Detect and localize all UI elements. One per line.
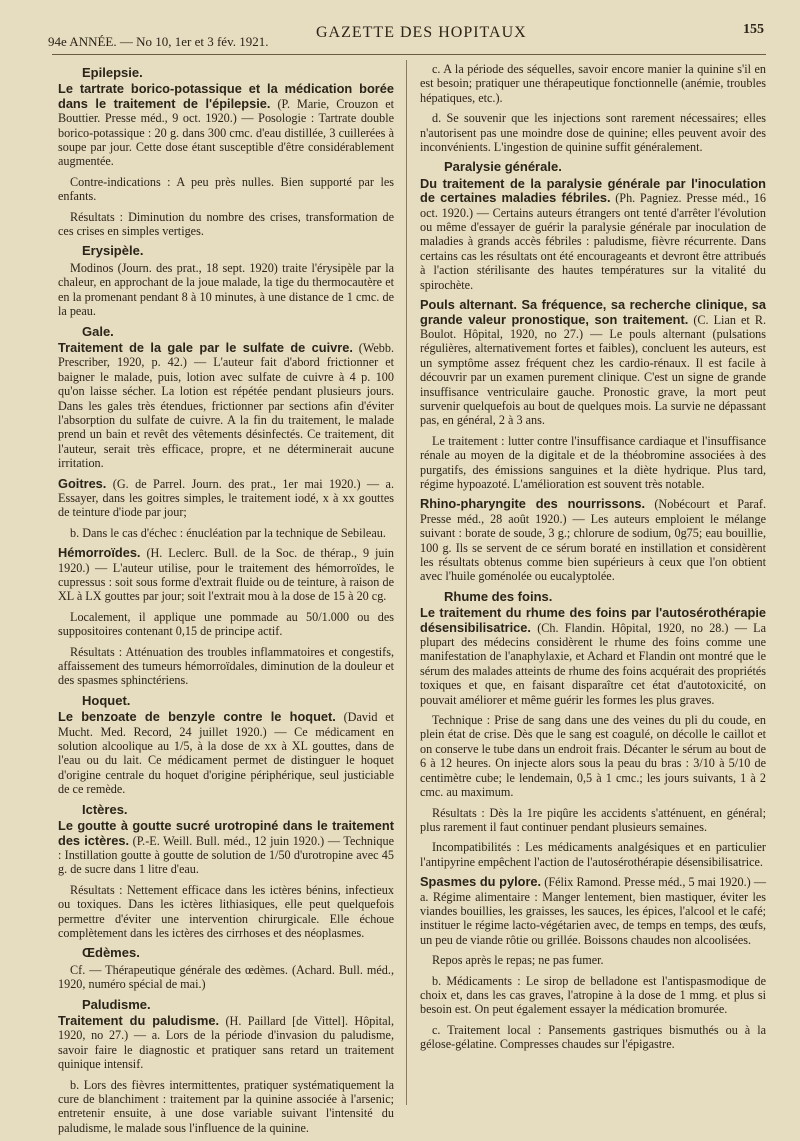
paragraph: Modinos (Journ. des prat., 18 sept. 1920) traite l'érysipèle par la chaleur, en approchant de la joue malade, la tige du thermocautère et en la promenant pendant 8 à 10 minutes, à une distance de 1 cmc. de la peau. — [58, 260, 394, 319]
article-pouls — [420, 298, 766, 428]
article-title: Le benzoate de benzyle contre le hoquet. — [58, 709, 336, 725]
article-title: Spasmes du pylore. — [420, 874, 542, 890]
section-heading: Gale. — [82, 323, 114, 339]
article-body: (David et Mucht. Med. Record, 24 juillet 1920.) — Ce médicament en solution alcoolique au 1/5, à la dose de xx à XL gouttes, dans de l'eau ou du lait. Ce médicament permet de distinguer le hoquet d'origine centrale du hoquet d'origine périphérique, seul justiciable de ce remède. — [58, 710, 395, 797]
issue-line: 94e ANNÉE. — No 10, 1er et 3 fév. 1921. — [48, 34, 269, 49]
section-heading: Paralysie générale. — [444, 159, 562, 175]
paragraph: Résultats : Nettement efficace dans les ictères bénins, infectieux ou toxiques. Dans les ictères lithiasiques, elle peut quelquefois permettre d'éviter une intervention chirurgicale. Elle échoue complètement dans les ictères des cirrhoses et des néoplasmes. — [58, 882, 394, 940]
article-title: Pouls alternant. Sa fréquence, sa recherche clinique, sa grande valeur pronostique, son traitement. — [420, 297, 766, 327]
article-body: (Webb. Prescriber, 1920, p. 42.) — L'auteur fait d'abord frictionner et baigner le malade, puis, lotion avec sulfate de cuivre à 4 p. 100 qu'on laisse sécher. La lotion est répétée pendant plusieurs jours. Dans les gales très étendues, frictionner par sections afin d'éviter l'absorption du sulfate de cuivre. A la fin du traitement, le malade prend un bain et revêt des vêtements désinfectés. Ce traitement, dit l'auteur, serait très efficace, propre, et ne déterminerait aucune irritation. — [58, 340, 394, 471]
paragraph: Repos après le repas; ne pas fumer. — [432, 953, 604, 968]
article-body: (G. de Parrel. Journ. des prat., 1er mai 1920.) — a. Essayer, dans les goitres simples, le traitement iodé, x à xx gouttes de teinture d'iode par jour; — [58, 476, 395, 520]
article-gale — [58, 341, 394, 471]
section-heading: Rhume des foins. — [444, 588, 553, 604]
section-heading: Epilepsie. — [82, 65, 143, 80]
article-paralysie — [420, 177, 766, 292]
article-body: (H. Leclerc. Bull. de la Soc. de thérap., 9 juin 1920.) — L'auteur utilise, pour le traitement des hémorroïdes, le cupressus : soit sous forme d'extrait fluide ou de teinture, à raison de XL à LX gouttes par jour; soit l'extrait mou à la dose de 15 à 20 cg. — [58, 546, 394, 604]
article-hemorroides — [58, 546, 394, 604]
paragraph: Technique : Prise de sang dans une des veines du pli du coude, en plein état de crise. Dès que le sang est coagulé, on décolle le caillot et on conserve le tube dans un endroit frais. Décanter le sérum au bout de 6 à 12 heures. On injecte alors sous la peau du bras : 3/10 à 5/10 de centimètre cube; le lendemain, 0,5 à 1 cmc.; les jours suivants, 1 à 2 cmc. au maximum. — [420, 713, 766, 800]
paragraph: Résultats : Diminution du nombre des crises, transformation de ces crises en simples vertiges. — [58, 209, 394, 239]
article-rhino — [420, 497, 766, 583]
article-spasmes — [420, 875, 766, 947]
paragraph: Localement, il applique une pommade au 50/1.000 ou des suppositoires contenant 0,15 de principe actif. — [58, 609, 394, 639]
article-body: (H. Paillard [de Vittel]. Hôpital, 1920, no 27.) — a. Lors de la période d'invasion du paludisme, savoir faire le diagnostic et pratiquer sans retard un traitement quinique intensif. — [58, 1013, 395, 1072]
article-goitres — [58, 477, 394, 520]
article-body: (Ph. Pagniez. Presse méd., 16 oct. 1920.) — Certains auteurs étrangers ont tenté d'arrêter l'évolution ou même d'essayer de guérir la paralysie générale par inoculation de maladies à grands accès fébriles : paludisme, fièvre récurrente. Dans certains cas les résultats ont été encourageants et devront être attribués à l'action stérilisante des hautes températures sur la vitalité du spirochète. — [420, 191, 766, 292]
article-body: (P.-E. Weill. Bull. méd., 12 juin 1920.) — Technique : Instillation goutte à goutte de solution de 1/50 d'urotropine avec 45 g. de sucre dans 1 litre d'eau. — [58, 833, 395, 877]
article-title: Le tartrate borico-potassique et la médication borée dans le traitement de l'épilepsie. — [58, 81, 394, 111]
article-title: Goitres. — [58, 475, 107, 491]
paragraph: c. Traitement local : Pansements gastriques bismuthés ou à la gélose-gélatine. Compresses chaudes sur l'épigastre. — [420, 1022, 766, 1052]
paragraph: d. Se souvenir que les injections sont rarement nécessaires; elles n'autorisent pas une moindre dose de quinine; elles peuvent avoir des inconvénients. L'ingestion de quinine suffit généralement. — [420, 111, 766, 155]
article-title: Rhino-pharyngite des nourrissons. — [420, 496, 646, 512]
article-body: (Nobécourt et Paraf. Presse méd., 28 août 1920.) — Les auteurs emploient le mélange suivant : borate de soude, 3 g.; chlorure de sodium, 0g75; eau bouillie, 100 g. Ils se servent de ce sérum boraté en instillation et considèrent les résultats obtenus comme bien supérieurs à ceux que l'on obtient avec l'huile goménolée ou eucalyptolée. — [420, 497, 767, 584]
article-body: (C. Lian et R. Boulot. Hôpital, 1920, no 27.) — Le pouls alternant (pulsations régulières, alternativement fortes et faibles), concluent les auteurs, est un symptôme assez fréquent chez les cardio-rénaux. Il est facile à découvrir par un examen purement clinique. C'est un signe de grande insuffisance ventriculaire gauche. Pronostic grave, la mort peut survenir quelquefois au bout de quelques mois. La survie ne dépassant pas, en général, 2 à 3 ans. — [420, 312, 767, 428]
paragraph: b. Médicaments : Le sirop de belladone est l'antispasmodique de choix et, dans les cas graves, l'atropine à la dose de 1 mmg. et plus si besoin est. On peut également essayer la médication bromurée. — [420, 973, 766, 1017]
running-header — [48, 22, 764, 50]
section-heading: Hoquet. — [82, 692, 131, 708]
section-heading: Œdèmes. — [82, 945, 140, 961]
article-body: (P. Marie, Crouzon et Bouttier. Presse méd., 9 oct. 1920.) — Posologie : Tartrate double borico-potassique : 20 g. dans 300 cmc. d'eau distillée, 3 cuillerées à soupe par jour. Cette dose étant susceptible d'être considérablement augmentée. — [58, 96, 394, 169]
paragraph: Le traitement : lutter contre l'insuffisance cardiaque et l'insuffisance rénale au moyen de la digitale et de la théobromine associées à des purgatifs, des émissions sanguines et la diète hydrique. Plus tard, régime hypoazoté. L'amélioration est souvent très notable. — [420, 433, 766, 491]
article-hoquet — [58, 710, 394, 796]
paragraph: Résultats : Atténuation des troubles inflammatoires et congestifs, affaissement des tumeurs hémorroïdales, diminution de la douleur et des spasmes sphinctériens. — [58, 644, 394, 688]
left-column — [58, 62, 394, 1141]
paragraph: c. A la période des séquelles, savoir encore manier la quinine s'il en est besoin; pratiquer une thérapeutique fonctionnelle (anémie, troubles hépatiques, etc.). — [420, 62, 766, 105]
article-title: Le traitement du rhume des foins par l'autosérothérapie désensibilisatrice. — [420, 605, 766, 635]
page-number: 155 — [743, 22, 764, 37]
right-column — [420, 62, 766, 1058]
section-heading: Erysipèle. — [82, 243, 144, 259]
article-paludisme — [58, 1014, 394, 1072]
article-title: Le goutte à goutte sucré urotropiné dans le traitement des ictères. — [58, 818, 394, 848]
journal-title: GAZETTE DES HOPITAUX — [316, 24, 527, 41]
paragraph: b. Lors des fièvres intermittentes, pratiquer systématiquement la cure de blanchiment : traitement par la quinine associée à l'arsenic; entretenir ensuite, à une dose variable suivant l'intensité du paludisme, le malade sous l'influence de la quinine. — [58, 1077, 394, 1135]
article-body: (Félix Ramond. Presse méd., 5 mai 1920.) — a. Régime alimentaire : Manger lentement, bien mastiquer, éviter les viandes bouillies, les graisses, les sauces, les épices, l'alcool et le café; instituer le régime lacto-végétarien avec, de temps en temps, des œufs, un peu de viande rôtie ou grillée. Boissons chaudes non alcoolisées. — [420, 875, 767, 947]
article-title: Du traitement de la paralysie générale par l'inoculation de certaines maladies fébriles. — [420, 175, 766, 206]
section-heading: Paludisme. — [82, 996, 151, 1012]
paragraph: Résultats : Dès la 1re piqûre les accidents s'atténuent, en général; plus rarement il faut continuer pendant plusieurs semaines. — [420, 805, 766, 834]
paragraph: Incompatibilités : Les médicaments analgésiques et en particulier l'antipyrine empêchent l'action de l'autosérothérapie désensibilisatrice. — [420, 840, 766, 869]
article-body: (Ch. Flandin. Hôpital, 1920, no 28.) — La plupart des médecins considèrent le rhume des foins comme une manifestation de l'anaphylaxie, et Achard et Flandin ont montré que le sérum des malades atteints de rhume des foins acquérait des propriétés toxiques et que, en faisant disparaître cet état d'autotoxicité, on pouvait améliorer et même guérir les formes les plus graves. — [420, 620, 766, 707]
paragraph: Contre-indications : A peu près nulles. Bien supporté par les enfants. — [58, 174, 394, 204]
column-divider — [406, 60, 407, 1105]
paragraph: b. Dans le cas d'échec : énucléation par la technique de Sebileau. — [70, 525, 386, 540]
section-heading: Ictères. — [82, 801, 128, 817]
article-rhume — [420, 606, 766, 707]
article-epilepsie — [58, 82, 394, 168]
article-title: Hémorroïdes. — [58, 545, 141, 561]
article-title: Traitement du paludisme. — [58, 1012, 220, 1028]
article-icteres — [58, 819, 394, 877]
paragraph: Cf. — Thérapeutique générale des œdèmes. (Achard. Bull. méd., 1920, numéro spécial de mai.) — [58, 962, 394, 992]
header-rule — [52, 54, 766, 55]
article-title: Traitement de la gale par le sulfate de cuivre. — [58, 339, 353, 355]
